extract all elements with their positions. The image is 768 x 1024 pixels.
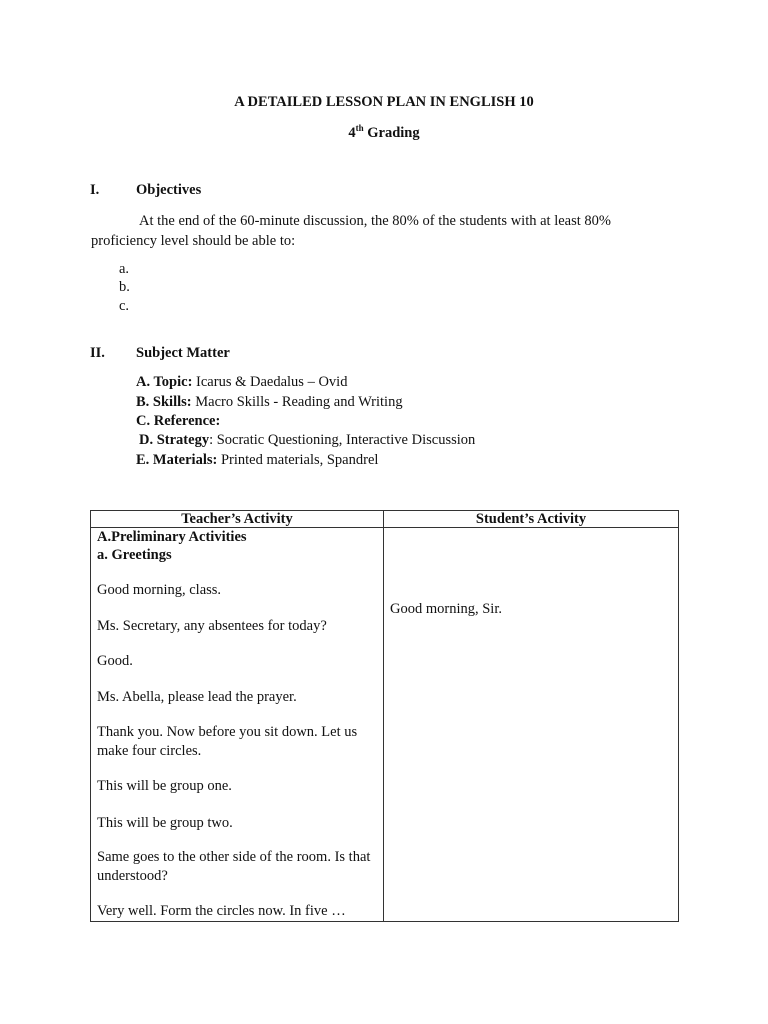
subject-matter-numeral: II. bbox=[90, 345, 105, 361]
teacher-line: Thank you. Now before you sit down. Let us make four circles. bbox=[97, 724, 358, 759]
objectives-intro: At the end of the 60-minute discussion, the 80% of the students with at least 80% proficiency level should be able to: bbox=[91, 213, 611, 249]
student-activity-header: Student’s Activity bbox=[384, 511, 679, 528]
subject-item-label: E. Materials: bbox=[136, 452, 218, 468]
teacher-line: This will be group one. bbox=[97, 778, 232, 794]
subject-item-strategy bbox=[139, 432, 475, 449]
subject-item-reference bbox=[136, 413, 220, 430]
student-line: Good morning, Sir. bbox=[390, 601, 502, 617]
objectives-heading: Objectives bbox=[136, 182, 202, 198]
teacher-line: Ms. Abella, please lead the prayer. bbox=[97, 689, 297, 705]
teacher-activity-header: Teacher’s Activity bbox=[91, 511, 384, 528]
teacher-line: Good. bbox=[97, 653, 133, 669]
activity-table bbox=[90, 510, 679, 922]
subject-matter-heading: Subject Matter bbox=[136, 345, 230, 361]
teacher-activity-cell bbox=[91, 528, 384, 922]
objectives-numeral: I. bbox=[90, 182, 100, 198]
teacher-line: Good morning, class. bbox=[97, 582, 222, 598]
greetings-subheading: a. Greetings bbox=[97, 547, 172, 563]
document-title: A DETAILED LESSON PLAN IN ENGLISH 10 bbox=[234, 94, 534, 110]
teacher-line: Same goes to the other side of the room. Is that understood? bbox=[97, 849, 371, 884]
subject-item-topic bbox=[136, 374, 347, 391]
subject-item-value: Printed materials, Spandrel bbox=[217, 452, 379, 468]
table-header-row bbox=[91, 511, 679, 528]
subject-item-value: : Socratic Questioning, Interactive Discussion bbox=[209, 432, 476, 448]
subject-item-label: A. Topic: bbox=[136, 374, 193, 390]
objective-item-b: b. bbox=[119, 279, 130, 295]
objective-item-c: c. bbox=[119, 298, 130, 314]
grading-label bbox=[0, 123, 768, 142]
subject-item-materials bbox=[136, 452, 378, 469]
subject-item-value: Macro Skills - Reading and Writing bbox=[191, 394, 403, 410]
subject-item-skills bbox=[136, 394, 403, 411]
student-activity-cell bbox=[384, 528, 679, 922]
subject-item-label: B. Skills: bbox=[136, 394, 192, 410]
objective-item-a: a. bbox=[119, 261, 130, 277]
grading-superscript: th bbox=[355, 123, 364, 133]
teacher-line: Ms. Secretary, any absentees for today? bbox=[97, 618, 327, 634]
table-row bbox=[91, 528, 679, 922]
subject-item-value: Icarus & Daedalus – Ovid bbox=[192, 374, 348, 390]
teacher-line: Very well. Form the circles now. In five … bbox=[97, 903, 346, 919]
preliminary-activities-heading: A.Preliminary Activities bbox=[97, 529, 247, 545]
subject-item-label: C. Reference: bbox=[136, 413, 221, 429]
grading-word: Grading bbox=[367, 124, 420, 141]
subject-item-label: D. Strategy bbox=[139, 432, 210, 448]
teacher-line: This will be group two. bbox=[97, 815, 233, 831]
grading-number: 4 bbox=[348, 124, 356, 141]
